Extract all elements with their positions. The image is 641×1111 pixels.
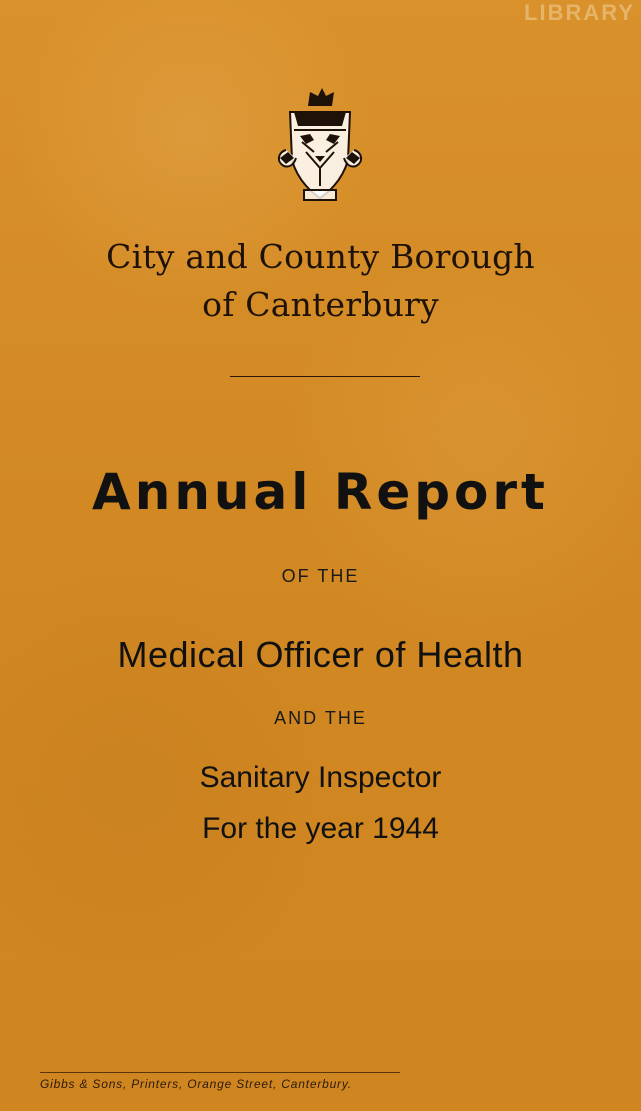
- faded-stamp-left: [13, 57, 214, 173]
- sanitary-inspector-line: Sanitary Inspector: [199, 761, 442, 794]
- borough-title-line-2: of Canterbury: [202, 285, 439, 324]
- library-stamp: LIBRARY: [524, 0, 635, 25]
- borough-title-line-1: City and County Borough: [106, 237, 535, 276]
- separator-rule: [230, 376, 420, 377]
- printer-rule: [40, 1072, 400, 1073]
- faded-stamp-middle: [352, 333, 488, 437]
- medical-officer-line: Medical Officer of Health: [117, 634, 524, 675]
- coat-of-arms-icon: [270, 88, 370, 208]
- and-the-label: AND THE: [274, 708, 367, 728]
- of-the-label: OF THE: [281, 566, 360, 586]
- report-year-line: For the year 1944: [202, 812, 439, 845]
- report-heading: Annual Report: [92, 463, 549, 521]
- printer-credit: Gibbs & Sons, Printers, Orange Street, Canterbury.: [40, 1077, 352, 1091]
